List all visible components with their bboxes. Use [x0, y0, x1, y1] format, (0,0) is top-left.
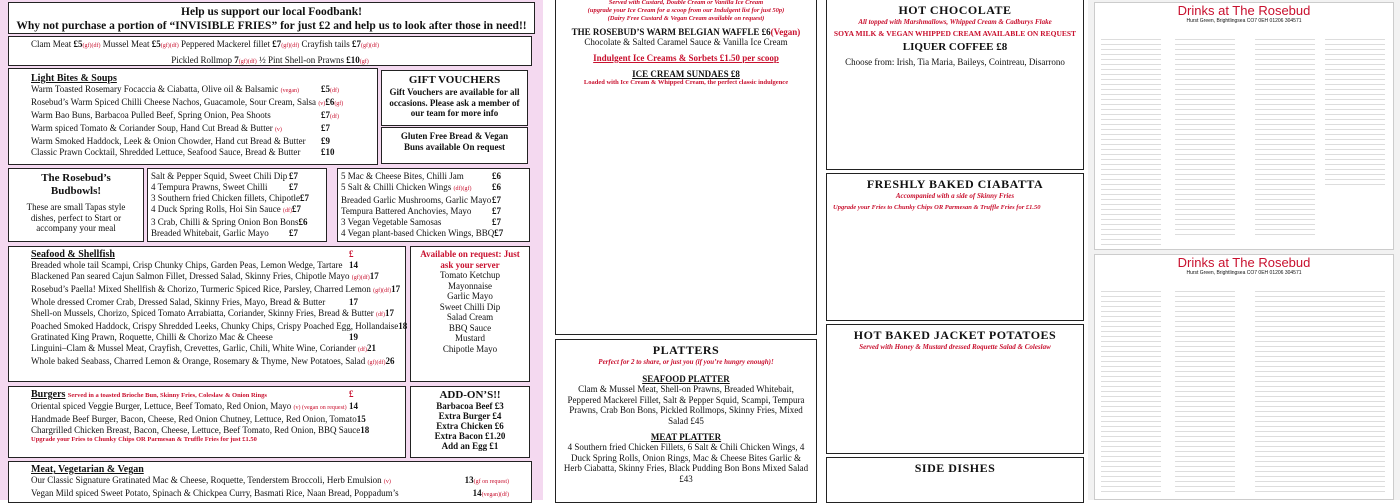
budbowl-item-left	[151, 182, 267, 193]
addons-title: ADD-ON’S!!	[439, 389, 501, 401]
starter-name: Mussel Meat	[102, 39, 150, 49]
meat-item-price: 14	[472, 488, 482, 498]
budbowls-title: The Rosebud’s Budbowls!	[41, 172, 111, 197]
light-bite-item	[31, 84, 355, 97]
budbowl-item	[151, 193, 323, 204]
seafood-item-price: 17	[385, 308, 395, 318]
jacket-title: HOT BAKED JACKET POTATOES	[853, 328, 1057, 342]
drinks-title-1: Drinks at The Rosebud	[1177, 3, 1311, 18]
light-bites-list	[31, 84, 355, 158]
soya-note: SOYA MILK & VEGAN WHIPPED CREAM AVAILABLE ON REQUEST	[833, 29, 1077, 38]
meat-title: Meat, Vegetarian & Vegan	[31, 464, 144, 475]
budbowl-item-left	[341, 195, 491, 206]
sauces-list	[413, 270, 527, 354]
seafood-item-left	[31, 260, 343, 271]
meat-item-price-wrap	[465, 475, 509, 488]
drinks-address-2: Hurst Green, Brightlingsea CO7 0EH 01206 304571	[1186, 270, 1302, 276]
budbowl-item-left	[151, 228, 269, 239]
waffle-desc: Chocolate & Salted Caramel Sauce & Vanilla Ice Cream	[584, 37, 788, 47]
budbowl-item-price: £7	[492, 206, 501, 216]
waffle-tag: (Vegan)	[770, 27, 801, 37]
starter-name: Peppered Mackerel fillet	[181, 39, 270, 49]
drinks-title-2: Drinks at The Rosebud	[1177, 255, 1311, 270]
budbowl-item-price: £7	[492, 217, 501, 227]
meat-item-tag: (v)	[383, 479, 391, 485]
seafood-item-name: Whole baked Seabass, Charred Lemon & Orange, Rosemary & Thyme, New Potatoes, Salad	[31, 356, 366, 366]
addons-list	[413, 401, 527, 451]
hot-chocolate-sub: All topped with Marshmallows, Whipped Cream & Cadburys Flake	[858, 18, 1052, 26]
budbowl-item	[341, 206, 526, 217]
light-bite-item-price-tag: (gf)	[334, 101, 344, 107]
seafood-item-name: Shell-on Mussels, Chorizo, Spiced Tomato Arrabiatta, Coriander, Skinny Fries, Bread & Butter	[31, 308, 374, 318]
burgers-list	[31, 401, 383, 436]
budbowl-item-price: £7	[492, 195, 501, 205]
seafood-item	[31, 297, 383, 308]
seafood-box	[8, 246, 406, 382]
light-bite-item-price: £10	[321, 147, 335, 157]
budbowl-item-left	[341, 228, 494, 239]
burger-item	[31, 401, 383, 414]
budbowl-item-left	[151, 171, 287, 182]
budbowl-item-price-wrap	[289, 228, 323, 239]
starter-tag: (gf)(df)	[360, 43, 379, 49]
starters-line-1	[31, 39, 509, 52]
drinks-address-1: Hurst Green, Brightlingsea CO7 0EH 01206 304571	[1186, 18, 1302, 24]
budbowl-item-price-wrap	[289, 182, 323, 193]
liqueur-title: LIQUER COFFEE £8	[902, 41, 1008, 53]
starter-tag: (gf)(df)	[160, 43, 179, 49]
light-bite-item-left	[31, 97, 325, 110]
burgers-sub: Served in a toasted Brioche Bun, Skinny Fries, Coleslaw & Onion Rings	[67, 392, 267, 399]
seafood-platter-title: SEAFOOD PLATTER	[642, 374, 730, 384]
budbowl-item-left	[151, 217, 299, 228]
budbowl-item-name: 4 Vegan plant-based Chicken Wings, BBQ	[341, 228, 495, 238]
seafood-item-tag: (gf)(df)	[367, 360, 386, 366]
sundae-sub: Loaded with Ice Cream & Whipped Cream, the perfect classic indulgence	[583, 79, 789, 86]
starter-price: £7	[272, 39, 282, 49]
light-bite-item	[31, 110, 355, 123]
meat-platter-desc: 4 Southern fried Chicken Fillets, 6 Salt & Chili Chicken Wings, 4 Duck Spring Rolls, Onion Rings, Mac & Cheese Bites Garlic & Herb Ciabatta, Skinny Fries, Black Pudding Bon Bons Mixed Salad £43	[563, 442, 809, 484]
seafood-item-left	[31, 343, 367, 356]
drinks-col-a	[1101, 35, 1161, 245]
light-bite-item-price-wrap	[325, 97, 359, 110]
seafood-item-price-wrap	[349, 297, 383, 308]
desserts-note-2: (upgrade your Ice Cream for a scoop from our Indulgent list for just 50p)	[587, 7, 785, 14]
budbowl-item-price: £7	[299, 193, 309, 203]
jacket-sub: Served with Honey & Mustard dressed Roquette Salad & Coleslaw	[859, 343, 1051, 351]
sauces-box	[410, 246, 530, 382]
platters-box	[555, 339, 817, 503]
budbowl-item-price: £7	[289, 182, 298, 192]
starter-name: Pickled Rollmop	[171, 54, 232, 65]
platters-title: PLATTERS	[652, 343, 720, 357]
meat-item-price-tag: (gf on request)	[473, 479, 509, 485]
meat-item-name: Vegan Mild spiced Sweet Potato, Spinach & Chickpea Curry, Basmati Rice, Naan Bread, Poppadum’s	[31, 488, 399, 498]
budbowls-list-a	[147, 168, 327, 242]
hot-chocolate-title: HOT CHOCOLATE	[898, 3, 1012, 17]
meat-item	[31, 488, 509, 501]
starter-name: Crayfish tails	[301, 39, 350, 49]
budbowl-item-left	[151, 204, 292, 217]
seafood-currency: £	[349, 249, 354, 259]
seafood-platter-desc: Clam & Mussel Meat, Shell-on Prawns, Breaded Whitebait, Peppered Mackerel Fillet, Salt & Pepper Squid, Scampi, Tempura Prawns, Crab Bon Bons, Pickled Rollmops, Skinny Fries, Mixed Salad £45	[567, 384, 805, 426]
budbowl-item-price-wrap	[494, 228, 528, 239]
seafood-item-price: 14	[349, 260, 358, 270]
seafood-item-tag: (gf)(df)	[373, 288, 392, 294]
addon-item: Extra Bacon £1.20	[434, 431, 506, 441]
budbowl-item-name: Tempura Battered Anchovies, Mayo	[341, 206, 472, 216]
sauce-item: Chipotle Mayo	[442, 343, 498, 354]
budbowl-item-price-wrap	[292, 204, 326, 217]
seafood-item-price-wrap	[367, 343, 401, 356]
budbowl-item-name: 3 Crab, Chilli & Spring Onion Bon Bons	[151, 217, 299, 227]
light-bite-item-price-tag: (df)	[330, 114, 339, 120]
ciabatta-sub: Accompanied with a side of Skinny Fries	[895, 192, 1015, 200]
starters-box	[8, 36, 532, 66]
budbowl-item-name: 3 Vegan Vegetable Samosas	[341, 217, 442, 227]
food-menu-page	[0, 0, 543, 500]
burger-item-left	[31, 401, 347, 414]
seafood-item	[31, 284, 401, 297]
platters-sub: Perfect for 2 to share, or just you (if you’re hungry enough)!	[598, 358, 774, 366]
burger-item	[31, 425, 383, 436]
starters-line-2	[31, 55, 509, 68]
budbowl-item	[151, 217, 323, 228]
budbowl-item-name: Salt & Pepper Squid, Sweet Chili Dip	[151, 171, 288, 181]
sauce-item: Tomato Ketchup	[439, 270, 501, 280]
light-bites-box	[8, 68, 378, 165]
burger-item-price: 18	[360, 425, 370, 435]
budbowl-item-price: £6	[492, 182, 501, 192]
light-bite-item-price-wrap	[321, 136, 355, 147]
burger-item-left	[31, 425, 360, 436]
seafood-item-price: 19	[349, 332, 358, 342]
drinks-col-e	[1101, 287, 1161, 492]
starter-price: 7	[234, 54, 239, 65]
meat-item	[31, 475, 509, 488]
ciabatta-title: FRESHLY BAKED CIABATTA	[866, 177, 1044, 191]
seafood-item-price-wrap	[370, 271, 404, 284]
budbowl-item-price-wrap	[492, 206, 526, 217]
desserts-note-3: (Dairy Free Custard & Vegan Cream available on request)	[607, 15, 765, 22]
light-bite-item-left	[31, 84, 299, 97]
budbowl-item	[151, 171, 323, 182]
sides-box	[826, 457, 1084, 503]
starter-price: £7	[351, 39, 361, 49]
seafood-item-price: 17	[369, 271, 379, 281]
burger-item-name: Chargrilled Chicken Breast, Bacon, Cheese, Lettuce, Beef Tomato, Red Onion, BBQ Sauce	[31, 425, 361, 435]
drinks-menu-page	[1088, 0, 1400, 500]
light-bite-item-left	[31, 147, 300, 158]
budbowl-item-price: £6	[298, 217, 308, 227]
burger-item-price-wrap	[349, 401, 383, 414]
budbowl-item-left	[341, 217, 441, 228]
light-bite-item-price: £7	[321, 123, 330, 133]
gift-vouchers-text: Gift Vouchers are available for all occasions. Please ask a member of our team for more info	[389, 87, 520, 118]
light-bite-item-name: Warm Toasted Rosemary Focaccia & Ciabatta, Olive oil & Balsamic	[31, 84, 279, 94]
starter-tag: (gf)(df)	[238, 58, 257, 65]
burger-item-price: 14	[349, 401, 358, 411]
budbowl-item-left	[151, 193, 300, 204]
burger-item	[31, 414, 383, 425]
sundae-title: ICE CREAM SUNDAES £8	[632, 69, 740, 79]
light-bite-item-tag: (v)	[274, 127, 282, 133]
budbowl-item-price-wrap	[492, 171, 526, 182]
addon-item: Extra Burger £4	[438, 411, 502, 421]
budbowl-item-left	[341, 171, 464, 182]
light-bite-item-price: £5	[321, 84, 330, 94]
meat-item-price-wrap	[473, 488, 509, 501]
burger-item-price-wrap	[357, 414, 391, 425]
snacks-menu-page	[826, 0, 1084, 500]
seafood-item-name: Gratinated King Prawn, Roquette, Chilli & Chorizo Mac & Cheese	[31, 332, 273, 342]
starter-price: £5	[151, 39, 161, 49]
light-bite-item-name: Classic Prawn Cocktail, Shredded Lettuce, Seafood Sauce, Bread & Butter	[31, 147, 301, 157]
light-bite-item-price-wrap	[321, 147, 355, 158]
budbowl-item-price-wrap	[300, 193, 334, 204]
burger-item-name: Handmade Beef Burger, Bacon, Cheese, Red Onion Chutney, Lettuce, Red Onion, Tomato	[31, 414, 357, 424]
light-bite-item-tag: (vegan)	[280, 88, 299, 94]
light-bite-item	[31, 97, 355, 110]
budbowls-box	[8, 168, 144, 242]
burger-item-tag: (v) (vegan on request)	[293, 405, 347, 411]
budbowl-item-price-wrap	[299, 217, 333, 228]
light-bite-item-price: £7	[321, 110, 330, 120]
drinks-col-b	[1175, 35, 1235, 235]
meat-item-left	[31, 475, 391, 488]
sides-title: SIDE DISHES	[914, 461, 996, 475]
drinks-col-c	[1255, 35, 1315, 235]
seafood-item-price: 18	[398, 321, 408, 331]
light-bite-item-price-wrap	[321, 110, 355, 123]
starter-price: £10	[346, 54, 360, 65]
seafood-item-name: Rosebud’s Paella! Mixed Shellfish & Chorizo, Turmeric Spiced Rice, Parsley, Charred Lemon	[31, 284, 371, 294]
seafood-item-price-wrap	[349, 332, 383, 343]
seafood-item-tag: (gf)(df)	[351, 275, 370, 281]
starter-tag: (gf)(df)	[82, 43, 101, 49]
seafood-item-price: 17	[349, 297, 358, 307]
seafood-item-name: Blackened Pan seared Cajun Salmon Fillet, Dressed Salad, Skinny Fries, Chipotle Mayo	[31, 271, 350, 281]
budbowl-item-left	[341, 206, 471, 217]
drinks-sheet-2	[1094, 254, 1394, 500]
budbowl-item-left	[341, 182, 471, 195]
meat-item-left	[31, 488, 399, 501]
budbowl-item	[151, 228, 323, 239]
gift-vouchers-box	[381, 70, 528, 126]
sauce-item: Salad Cream	[446, 312, 494, 322]
seafood-item-price: 21	[367, 343, 376, 353]
seafood-item-left	[31, 297, 325, 308]
light-bite-item-name: Rosebud’s Warm Spiced Chilli Cheese Nachos, Guacamole, Sour Cream, Salsa	[31, 97, 317, 107]
budbowl-item-price-wrap	[492, 217, 526, 228]
seafood-item	[31, 332, 383, 343]
budbowl-item	[341, 182, 526, 195]
ciabatta-box	[826, 173, 1084, 321]
starter-price: £5	[73, 39, 83, 49]
light-bite-item-price-wrap	[321, 84, 355, 97]
budbowl-item-price: £6	[492, 171, 501, 181]
burgers-box	[8, 386, 406, 458]
seafood-item-price: 26	[385, 356, 395, 366]
jacket-box	[826, 324, 1084, 454]
budbowl-item	[341, 171, 526, 182]
gift-vouchers-title: GIFT VOUCHERS	[408, 74, 501, 86]
sauce-item: Mayonnaise	[448, 280, 492, 291]
meat-box	[8, 461, 532, 503]
budbowl-item	[341, 228, 526, 239]
seafood-item	[31, 356, 395, 369]
drinks-sheet-1	[1094, 2, 1394, 250]
budbowl-item-price-wrap	[289, 171, 323, 182]
meat-item-name: Our Classic Signature Gratinated Mac & Cheese, Roquette, Tenderstem Broccoli, Herb Emulsion	[31, 475, 382, 485]
budbowl-item-name: Breaded Whitebait, Garlic Mayo	[151, 228, 269, 238]
seafood-item	[31, 321, 408, 332]
seafood-item	[31, 260, 383, 271]
budbowl-item-name: 5 Mac & Cheese Bites, Chilli Jam	[341, 171, 464, 181]
light-bite-item-name: Warm Smoked Haddock, Leek & Onion Chowder, Hand cut Bread & Butter	[31, 136, 306, 146]
seafood-item-name: Breaded whole tail Scampi, Crisp Chunky Chips, Garden Peas, Lemon Wedge, Tartare	[31, 260, 343, 270]
seafood-item	[31, 271, 383, 284]
addon-item: Extra Chicken £6	[436, 421, 504, 431]
budbowl-item-name: 5 Salt & Chilli Chicken Wings	[341, 182, 452, 192]
budbowl-item	[341, 195, 526, 206]
light-bite-item-price: £6	[325, 97, 335, 107]
meat-platter-title: MEAT PLATTER	[650, 432, 722, 442]
budbowl-item-tag: (df)	[283, 208, 292, 214]
foodbank-banner	[8, 2, 535, 34]
light-bite-item-price: £9	[321, 136, 330, 146]
waffle-title: THE ROSEBUD’S WARM BELGIAN WAFFLE £6	[571, 27, 771, 37]
desserts-box	[555, 0, 817, 335]
light-bite-item-name: Warm Bao Buns, Barbacoa Pulled Beef, Spring Onion, Pea Shoots	[31, 110, 271, 120]
budbowl-item-name: 3 Southern fried Chicken fillets, Chipotle	[151, 193, 300, 203]
budbowl-item-price: £7	[292, 204, 301, 214]
seafood-list	[31, 260, 408, 369]
addon-item: Add an Egg £1	[441, 441, 499, 451]
seafood-item-price-wrap	[349, 260, 383, 271]
seafood-item	[31, 343, 383, 356]
burger-item-name: Oriental spiced Veggie Burger, Lettuce, Beef Tomato, Red Onion, Mayo	[31, 401, 292, 411]
budbowl-item-tag: (df)(gf)	[453, 186, 472, 192]
meat-list	[31, 475, 509, 501]
budbowl-item-price-wrap	[492, 182, 526, 195]
sauce-item: Mustard	[455, 333, 485, 343]
light-bite-item-price-tag: (df)	[330, 88, 339, 94]
budbowls-text: These are small Tapas style dishes, perfect to Start or accompany your meal	[26, 202, 126, 233]
burger-item-price: 15	[356, 414, 366, 424]
seafood-item-left	[31, 356, 386, 369]
meat-item-price: 13	[464, 475, 474, 485]
sauce-item: BBQ Sauce	[448, 322, 492, 333]
budbowl-item-price: £7	[494, 228, 504, 238]
light-bite-item-price-wrap	[321, 123, 355, 136]
dessert-menu-page	[545, 0, 823, 500]
seafood-title: Seafood & Shellfish	[31, 249, 115, 260]
addons-box	[410, 386, 530, 458]
seafood-item-left	[31, 284, 391, 297]
budbowl-item	[151, 204, 323, 217]
seafood-item-left	[31, 321, 398, 332]
light-bite-item-name: Warm spiced Tomato & Coriander Soup, Hand Cut Bread & Butter	[31, 123, 273, 133]
starter-name: Clam Meat	[31, 39, 72, 49]
budbowl-item-price: £7	[289, 171, 298, 181]
addon-item: Barbacoa Beef £3	[436, 401, 504, 411]
seafood-item-name: Whole dressed Cromer Crab, Dressed Salad, Skinny Fries, Mayo, Bread & Butter	[31, 297, 326, 307]
drinks-col-f	[1175, 287, 1235, 492]
liqueur-desc: Choose from: Irish, Tia Maria, Baileys, Cointreau, Disarrono	[845, 57, 1065, 67]
banner-line-2: Why not purchase a portion of “INVISIBLE FRIES” for just £2 and help us to look after those in need!!	[16, 20, 527, 32]
sauce-item: Sweet Chilli Dip	[439, 301, 501, 312]
banner-line-1: Help us support our local Foodbank!	[181, 6, 362, 18]
sauce-item: Garlic Mayo	[447, 291, 493, 301]
seafood-item-tag: (df)	[376, 312, 386, 318]
drinks-col-d	[1325, 35, 1385, 185]
budbowl-item-name: 4 Duck Spring Rolls, Hoi Sin Sauce	[151, 204, 281, 214]
indulgent-title: Indulgent Ice Creams & Sorbets £1.50 per scoop	[593, 53, 779, 63]
seafood-item-left	[31, 271, 370, 284]
starter-name: ½ Pint Shell-on Prawns	[258, 54, 344, 65]
starter-tag: (gf)	[359, 58, 369, 65]
seafood-item-price: 17	[391, 284, 401, 294]
light-bite-item	[31, 136, 355, 147]
burgers-currency: £	[349, 389, 354, 399]
desserts-note-1: Served with Custard, Double Cream or Vanilla Ice Cream	[608, 0, 764, 6]
light-bite-item-left	[31, 136, 306, 147]
gluten-free-note: Gluten Free Bread & Vegan Buns available On request	[381, 127, 528, 164]
light-bite-item	[31, 123, 355, 136]
hot-drinks-box	[826, 0, 1084, 170]
burgers-title: Burgers	[31, 389, 66, 400]
light-bite-item	[31, 147, 355, 158]
seafood-item-left	[31, 332, 273, 343]
light-bite-item-left	[31, 110, 271, 123]
light-bite-item-left	[31, 123, 282, 136]
seafood-item-name: Poached Smoked Haddock, Crispy Shredded Leeks, Chunky Chips, Crispy Poached Egg, Hollandaise	[31, 321, 399, 331]
starter-tag: (gf)(df)	[281, 43, 300, 49]
burger-item-price-wrap	[360, 425, 394, 436]
budbowls-list-b	[337, 168, 530, 242]
burger-item-left	[31, 414, 357, 425]
budbowl-item	[341, 217, 526, 228]
budbowl-item-price: £7	[289, 228, 298, 238]
seafood-item-name: Linguini–Clam & Mussel Meat, Crayfish, Crevettes, Garlic, Chili, White Wine, Coriander	[31, 343, 356, 353]
burgers-upgrade: Upgrade your Fries to Chunky Chips OR Parmesan & Truffle Fries for just £1.50	[31, 436, 257, 443]
budbowl-item-name: Breaded Garlic Mushrooms, Garlic Mayo	[341, 195, 492, 205]
seafood-item-left	[31, 308, 385, 321]
meat-item-price-tag: (vegan)(df)	[481, 492, 509, 498]
budbowl-item-name: 4 Tempura Prawns, Sweet Chilli	[151, 182, 268, 192]
light-bite-item-tag: (v)	[318, 101, 326, 107]
ciabatta-upgrade: Upgrade your Fries to Chunky Chips OR Parmesan & Truffle Fries for £1.50	[833, 204, 1041, 211]
light-bites-title: Light Bites & Soups	[31, 73, 117, 84]
sauces-head: Available on request: Just ask your server	[420, 249, 520, 270]
drinks-col-g	[1255, 287, 1385, 492]
seafood-item-tag: (df)	[358, 347, 367, 353]
budbowl-item	[151, 182, 323, 193]
seafood-item	[31, 308, 395, 321]
budbowl-item-price-wrap	[492, 195, 526, 206]
